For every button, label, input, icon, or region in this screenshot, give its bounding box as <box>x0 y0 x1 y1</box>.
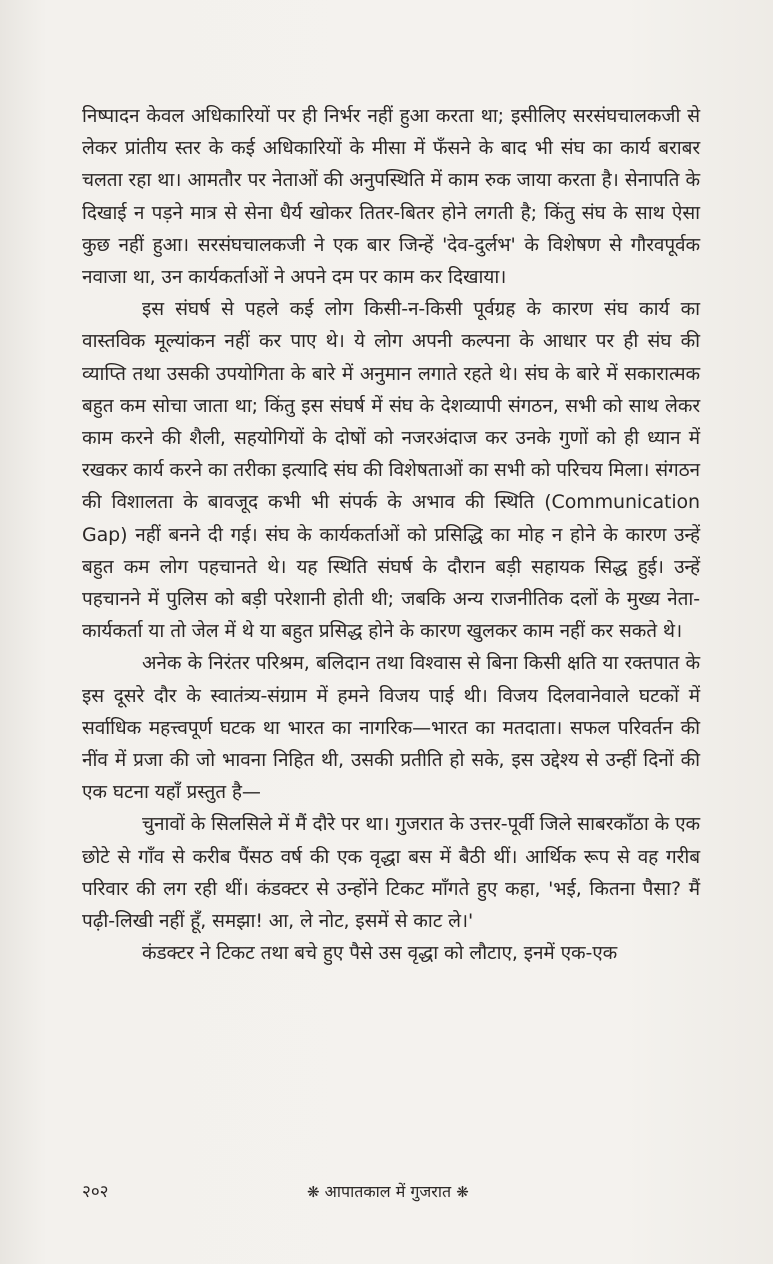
page-footer <box>82 1180 700 1210</box>
paragraph-2: इस संघर्ष से पहले कई लोग किसी-न-किसी पूर्वग्रह के कारण संघ कार्य का वास्तविक मूल्यांकन नहीं कर पाए थे। ये लोग अपनी कल्पना के आधार पर ही संघ की व्याप्ति तथा उसकी उपयोगिता के बारे में अनुमान लगाते रहते थे। संघ के बारे में सकारात्मक बहुत कम सोचा जाता था; किंतु इस संघर्ष में संघ के देशव्यापी संगठन, सभी को साथ लेकर काम करने की शैली, सहयोगियों के दोषों को नजरअंदाज कर उनके गुणों को ही ध्यान में रखकर कार्य करने का तरीका इत्यादि संघ की विशेषताओं का सभी को परिचय मिला। संगठन की विशालता के बावजूद कभी भी संपर्क के अभाव की स्थिति (Communication Gap) नहीं बनने दी गई। संघ के कार्यकर्ताओं को प्रसिद्धि का मोह न होने के कारण उन्हें बहुत कम लोग पहचानते थे। यह स्थिति संघर्ष के दौरान बड़ी सहायक सिद्ध हुई। उन्हें पहचानने में पुलिस को बड़ी परेशानी होती थी; जबकि अन्य राजनीतिक दलों के मुख्य नेता-कार्यकर्ता या तो जेल में थे या बहुत प्रसिद्ध होने के कारण खुलकर काम नहीं कर सकते थे। <box>82 298 700 643</box>
asterisk-ornament-icon: ❋ <box>456 1183 469 1201</box>
paragraph-4: चुनावों के सिलसिले में मैं दौरे पर था। गुजरात के उत्तर-पूर्वी जिले साबरकाँठा के एक छोटे से गाँव से करीब पैंसठ वर्ष की एक वृद्धा बस में बैठी थीं। आर्थिक रूप से वह गरीब परिवार की लग रही थीं। कंडक्टर से उन्होंने टिकट माँगते हुए कहा, 'भई, कितना पैसा? मैं पढ़ी-लिखी नहीं हूँ, समझा! आ, ले नोट, इसमें से काट ले।' <box>82 813 700 933</box>
running-title: आपातकाल में गुजरात <box>324 1182 452 1201</box>
asterisk-ornament-icon: ❋ <box>307 1183 320 1201</box>
paragraph-3: अनेक के निरंतर परिश्रम, बलिदान तथा विश्वास से बिना किसी क्षति या रक्तपात के इस दूसरे दौर के स्वातंत्र्य-संग्राम में हमने विजय पाई थी। विजय दिलवानेवाले घटकों में सर्वाधिक महत्त्वपूर्ण घटक था भारत का नागरिक—भारत का मतदाता। सफल परिवर्तन की नींव में प्रजा की जो भावना निहित थी, उसकी प्रतीति हो सके, इस उद्देश्य से उन्हीं दिनों की एक घटना यहाँ प्रस्तुत है— <box>82 652 700 804</box>
page-body <box>82 100 700 969</box>
page-number: २०२ <box>82 1182 109 1202</box>
paragraph-5: कंडक्टर ने टिकट तथा बचे हुए पैसे उस वृद्धा को लौटाए, इनमें एक-एक <box>142 942 618 965</box>
paragraph-1: निष्पादन केवल अधिकारियों पर ही निर्भर नहीं हुआ करता था; इसीलिए सरसंघचालकजी से लेकर प्रांतीय स्तर के कई अधिकारियों के मीसा में फँसने के बाद भी संघ का कार्य बराबर चलता रहा था। आमतौर पर नेताओं की अनुपस्थिति में काम रुक जाया करता है। सेनापति के दिखाई न पड़ने मात्र से सेना धैर्य खोकर तितर-बितर होने लगती है; किंतु संघ के साथ ऐसा कुछ नहीं हुआ। सरसंघचालकजी ने एक बार जिन्हें 'देव-दुर्लभ' के विशेषण से गौरवपूर्वक नवाजा था, उन कार्यकर्ताओं ने अपने दम पर काम कर दिखाया। <box>82 105 700 289</box>
running-title-line <box>307 1180 469 1204</box>
